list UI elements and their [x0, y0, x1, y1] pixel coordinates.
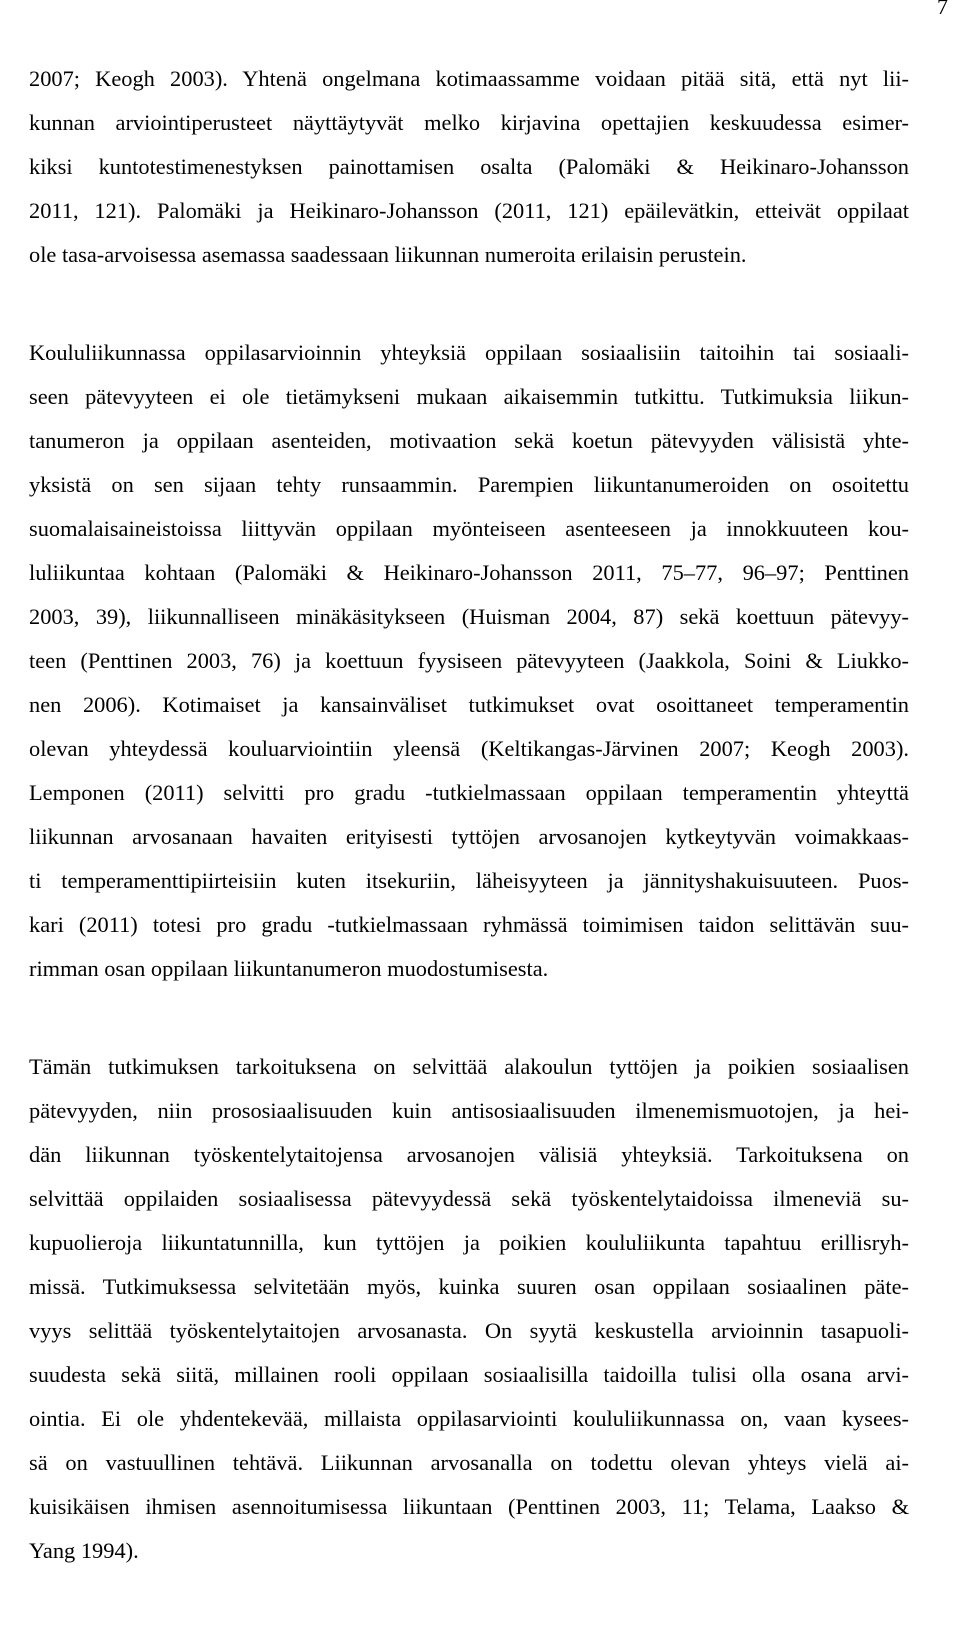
text-line: sä on vastuullinen tehtävä. Liikunnan arvosanalla on todettu olevan yhteys vielä ai-	[29, 1450, 909, 1475]
text-line: missä. Tutkimuksessa selvitetään myös, kuinka suuren osan oppilaan sosiaalinen päte-	[29, 1274, 909, 1299]
text-line: dän liikunnan työskentelytaitojensa arvosanojen välisiä yhteyksiä. Tarkoituksena on	[29, 1142, 909, 1167]
text-line: nen 2006). Kotimaiset ja kansainväliset tutkimukset ovat osoittaneet temperamentin	[29, 692, 909, 717]
text-line: ole tasa-arvoisessa asemassa saadessaan liikunnan numeroita erilaisin perustein.	[29, 242, 747, 267]
text-line: tanumeron ja oppilaan asenteiden, motivaation sekä koetun pätevyyden välisistä yhte-	[29, 428, 909, 453]
text-line: kunnan arviointiperusteet näyttäytyvät melko kirjavina opettajien keskuudessa esimer-	[29, 110, 909, 135]
text-line: Koululiikunnassa oppilasarvioinnin yhteyksiä oppilaan sosiaalisiin taitoihin tai sosiaali-	[29, 340, 909, 365]
text-line: seen pätevyyteen ei ole tietämykseni mukaan aikaisemmin tutkittu. Tutkimuksia liikun-	[29, 384, 909, 409]
text-line: 2011, 121). Palomäki ja Heikinaro-Johansson (2011, 121) epäilevätkin, etteivät oppilaat	[29, 198, 909, 223]
text-line: kari (2011) totesi pro gradu -tutkielmassaan ryhmässä toimimisen taidon selittävän suu-	[29, 912, 909, 937]
text-line: 2003, 39), liikunnalliseen minäkäsitykseen (Huisman 2004, 87) sekä koettuun pätevyy-	[29, 604, 909, 629]
text-line: suudesta sekä siitä, millainen rooli oppilaan sosiaalisilla taidoilla tulisi olla osana arvi-	[29, 1362, 909, 1387]
text-line: teen (Penttinen 2003, 76) ja koettuun fyysiseen pätevyyteen (Jaakkola, Soini & Liukko-	[29, 648, 909, 673]
text-line: yksistä on sen sijaan tehty runsaammin. Parempien liikuntanumeroiden on osoitettu	[29, 472, 909, 497]
text-line: 2007; Keogh 2003). Yhtenä ongelmana kotimaassamme voidaan pitää sitä, että nyt lii-	[29, 66, 909, 91]
text-line: rimman osan oppilaan liikuntanumeron muodostumisesta.	[29, 956, 549, 981]
text-line: kupuolieroja liikuntatunnilla, kun tyttöjen ja poikien koululiikunta tapahtuu erillisryh-	[29, 1230, 909, 1255]
text-line: liikunnan arvosanaan havaiten erityisesti tyttöjen arvosanojen kytkeytyvän voimakkaas-	[29, 824, 909, 849]
text-line: ointia. Ei ole yhdentekevää, millaista oppilasarviointi koululiikunnassa on, vaan kysees-	[29, 1406, 909, 1431]
text-line: Yang 1994).	[29, 1538, 139, 1563]
text-line: selvittää oppilaiden sosiaalisessa pätevyydessä sekä työskentelytaidoissa ilmeneviä su-	[29, 1186, 909, 1211]
page-number: 7	[937, 0, 948, 19]
text-line: pätevyyden, niin prososiaalisuuden kuin antisosiaalisuuden ilmenemismuotojen, ja hei-	[29, 1098, 909, 1123]
text-line: Lemponen (2011) selvitti pro gradu -tutkielmassaan oppilaan temperamentin yhteyttä	[29, 780, 909, 805]
text-line: ti temperamenttipiirteisiin kuten itsekuriin, läheisyyteen ja jännityshakuisuuteen. Puos-	[29, 868, 909, 893]
text-line: vyys selittää työskentelytaitojen arvosanasta. On syytä keskustella arvioinnin tasapuoli-	[29, 1318, 909, 1343]
text-line: suomalaisaineistoissa liittyvän oppilaan myönteiseen asenteeseen ja innokkuuteen kou-	[29, 516, 909, 541]
text-line: olevan yhteydessä kouluarviointiin yleensä (Keltikangas-Järvinen 2007; Keogh 2003).	[29, 736, 909, 761]
paragraph-3	[0, 1045, 940, 1573]
text-line: luliikuntaa kohtaan (Palomäki & Heikinaro-Johansson 2011, 75–77, 96–97; Penttinen	[29, 560, 909, 585]
text-line: kuisikäisen ihmisen asennoitumisessa liikuntaan (Penttinen 2003, 11; Telama, Laakso &	[29, 1494, 909, 1519]
text-line: kiksi kuntotestimenestyksen painottamisen osalta (Palomäki & Heikinaro-Johansson	[29, 154, 909, 179]
text-line: Tämän tutkimuksen tarkoituksena on selvittää alakoulun tyttöjen ja poikien sosiaalisen	[29, 1054, 909, 1079]
paragraph-2	[0, 331, 940, 991]
paragraph-1	[0, 57, 940, 277]
